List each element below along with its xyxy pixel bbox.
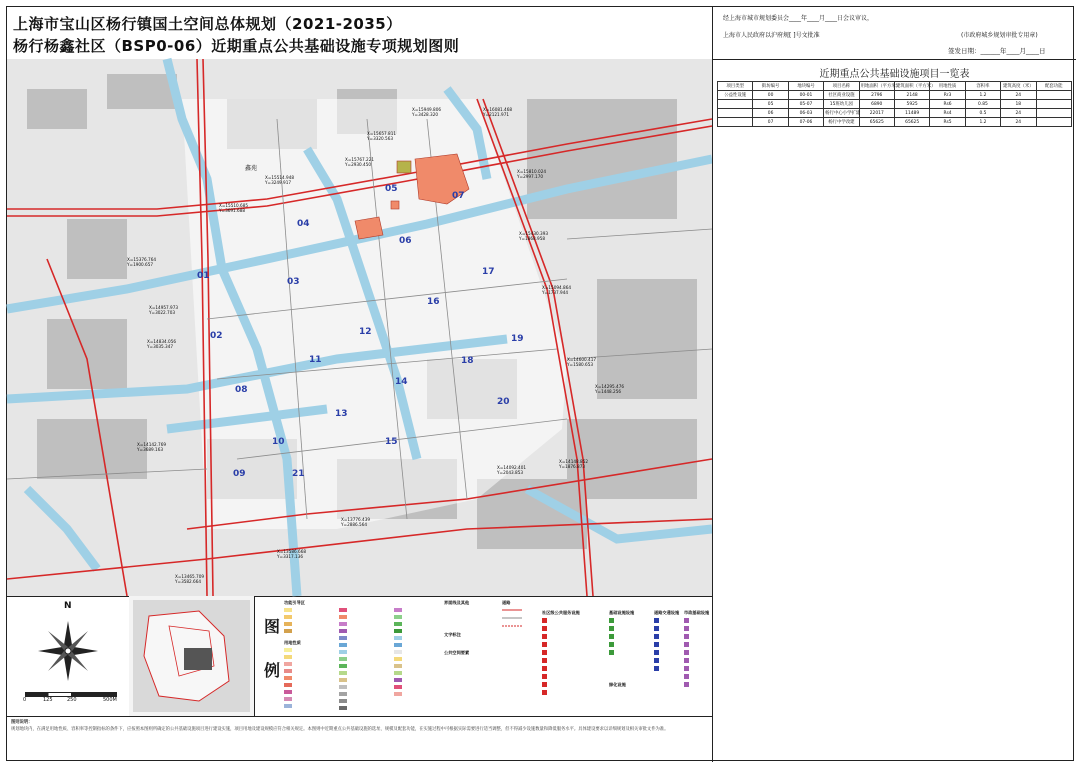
facility-icon-grid	[542, 618, 689, 695]
table-header: 建筑面积（平方米）	[894, 82, 929, 91]
table-cell: 18	[1001, 100, 1036, 109]
table-cell: 15班幼儿园	[824, 100, 859, 109]
table-header: 容积率	[965, 82, 1000, 91]
table-cell: 24	[1001, 109, 1036, 118]
notes-text: 规划地块内，在满足用地性质、容积率等控制指标的条件下，应按照本图则所确定的公共基础设施项目进行建设实施，项目用地及建设规模应符合相关规定。本图则中近期重点公共基础设施的选址、规模及配套功能，在实施过程中可根据实际需要进行适当调整，但不得减少设施数量和降低服务水平。具体建设要求以详细规划及相关审批文件为准。	[11, 727, 669, 732]
table-header: 项目类型	[718, 82, 753, 91]
block-number: 06	[399, 236, 412, 246]
table-cell: 05-07	[788, 100, 823, 109]
table-cell: 06-03	[788, 109, 823, 118]
table-row	[718, 109, 1072, 118]
location-inset-map	[129, 596, 255, 716]
coord-label: X=15510.685 Y=3691.688	[219, 203, 249, 213]
legend-group-title: 基础设施设施	[609, 610, 635, 615]
coord-label: X=13586.668 Y=3317.136	[277, 549, 307, 559]
block-number: 19	[511, 334, 524, 344]
table-header: 配套功能	[1036, 82, 1071, 91]
block-number: 13	[335, 409, 348, 419]
block-number: 15	[385, 437, 398, 447]
table-header-row	[718, 82, 1072, 91]
plan-notes	[7, 716, 712, 763]
table-cell: 公益性设施	[718, 91, 753, 100]
legend-group-title: 绿化设施	[609, 682, 626, 687]
legend-title-char: 例	[264, 661, 281, 680]
table-cell: Rr3	[930, 91, 965, 100]
sign-date: 签发日期：______年____月____日	[948, 47, 1046, 55]
landuse-swatches-col3	[394, 608, 402, 696]
coord-label: X=15430.393 Y=1868.958	[519, 231, 549, 241]
table-cell: 22017	[859, 109, 894, 118]
coord-label: X=14092.401 Y=2043.853	[497, 465, 527, 475]
approval-seal: (市政府城乡规划审批专用章)	[961, 32, 1038, 39]
table-cell: 杨行中学改建	[824, 118, 859, 127]
approval-block	[712, 7, 1076, 60]
legend-group-title: 市政基础设施	[684, 610, 710, 615]
legend-group-title: 公共空间要素	[444, 650, 470, 655]
north-label: N	[64, 601, 72, 611]
table-cell: 6890	[859, 100, 894, 109]
block-number: 09	[233, 469, 246, 479]
table-cell: 65625	[859, 118, 894, 127]
table-cell: 00-01	[788, 91, 823, 100]
table-cell: 1.2	[965, 91, 1000, 100]
block-number: 02	[210, 331, 223, 341]
bottom-panel	[7, 596, 712, 762]
table-header: 用地性质	[930, 82, 965, 91]
table-title: 近期重点公共基础设施项目一览表	[819, 69, 970, 80]
approval-line-1: 经上海市城市规划委员会____年____月____日会议审议，	[723, 15, 874, 22]
table-cell: 杨行中心小学扩建	[824, 109, 859, 118]
table-cell: 07-06	[788, 118, 823, 127]
coord-label: X=14600.417 Y=1580.653	[567, 357, 597, 367]
inset-map-svg	[129, 596, 254, 716]
table-header: 项目名称	[824, 82, 859, 91]
table-cell: Rs5	[930, 118, 965, 127]
coord-label: X=15949.806 Y=3428.320	[412, 107, 442, 117]
planning-sheet	[6, 6, 1074, 761]
table-cell	[1036, 91, 1071, 100]
legend-group-title: 功能引导区	[284, 600, 305, 605]
legend-group-title: 文字标注	[444, 632, 461, 637]
title-line-1: 上海市宝山区杨行镇国土空间总体规划（2021-2035）	[13, 15, 402, 33]
table-cell: 11489	[894, 109, 929, 118]
table-row	[718, 118, 1072, 127]
project-table-panel	[712, 59, 1076, 762]
table-cell: Rs4	[930, 109, 965, 118]
scale-tick: 500M	[103, 697, 117, 703]
block-number: 01	[197, 271, 210, 281]
block-number: 18	[461, 356, 474, 366]
legend-group-title: 用地性质	[284, 640, 301, 645]
scale-tick: 125	[43, 697, 53, 703]
north-arrow-icon	[7, 606, 129, 706]
coord-label: X=16081.468 Y=2121.971	[483, 107, 513, 117]
table-cell: 00	[753, 91, 788, 100]
table-cell	[718, 100, 753, 109]
table-cell	[718, 118, 753, 127]
table-cell: 2796	[859, 91, 894, 100]
compass-panel	[7, 596, 130, 716]
block-number: 08	[235, 385, 248, 395]
coord-label: X=14148.852 Y=1876.873	[559, 459, 589, 469]
block-number: 16	[427, 297, 440, 307]
block-number: 21	[292, 469, 305, 479]
block-number: 17	[482, 267, 495, 277]
table-cell: 07	[753, 118, 788, 127]
plan-map[interactable]	[7, 59, 712, 597]
coord-label: X=13776.439 Y=2886.564	[341, 517, 371, 527]
table-header: 街坊编号	[753, 82, 788, 91]
block-number: 20	[497, 397, 510, 407]
legend-group-title: 道路	[502, 600, 511, 605]
table-cell: 1.2	[965, 118, 1000, 127]
legend-group-title: 道路交通设施	[654, 610, 680, 615]
table-header: 建筑高度（米）	[1001, 82, 1036, 91]
landuse-swatches-col2	[339, 608, 347, 710]
legend-group-title: 社区级公共服务设施	[542, 610, 580, 615]
table-cell	[1036, 109, 1071, 118]
legend-title-char: 图	[264, 617, 281, 636]
coord-label: X=14834.056 Y=3035.347	[147, 339, 177, 349]
legend-group-title: 界面线及其他	[444, 600, 470, 605]
landuse-swatches-col1	[284, 608, 292, 708]
scale-tick: 0	[23, 697, 27, 703]
table-cell	[1036, 100, 1071, 109]
coord-label: X=15767.221 Y=2930.450	[345, 157, 375, 167]
table-cell: 24	[1001, 91, 1036, 100]
coord-label: X=14142.769 Y=3689.163	[137, 442, 167, 452]
legend-swatches	[254, 596, 712, 716]
table-row	[718, 100, 1072, 109]
title-block	[7, 7, 712, 60]
coord-label: X=15657.811 Y=3320.563	[367, 131, 397, 141]
table-cell: 24	[1001, 118, 1036, 127]
approval-line-2: 上海市人民政府以沪府规[ ]号文批准	[723, 32, 820, 39]
table-cell: Rs6	[930, 100, 965, 109]
block-number: 05	[385, 184, 398, 194]
block-number: 12	[359, 327, 372, 337]
coord-label: X=14957.973 Y=3022.703	[149, 305, 179, 315]
block-number: 03	[287, 277, 300, 287]
title-line-2: 杨行杨鑫社区（BSP0-06）近期重点公共基础设施专项规划图则	[13, 37, 460, 55]
road-legend-lines	[502, 610, 522, 626]
table-cell: 社区商业设施	[824, 91, 859, 100]
table-cell: 06	[753, 109, 788, 118]
block-number: 07	[452, 191, 465, 201]
table-cell: 65625	[894, 118, 929, 127]
place-label: 鑫苑	[245, 165, 258, 172]
coord-label: X=15094.864 Y=1737.944	[542, 285, 572, 295]
coord-label: X=15514.948 Y=3249.917	[265, 175, 295, 185]
coord-label: X=15810.024 Y=2997.170	[517, 169, 547, 179]
table-cell	[718, 109, 753, 118]
table-cell: 2148	[894, 91, 929, 100]
block-number: 10	[272, 437, 285, 447]
table-header: 用地面积（平方米）	[859, 82, 894, 91]
table-cell: 0.85	[965, 100, 1000, 109]
coord-label: X=13465.709 Y=3582.664	[175, 574, 205, 584]
notes-label: 图则说明：	[11, 720, 33, 725]
table-cell: 5925	[894, 100, 929, 109]
block-number: 14	[395, 377, 408, 387]
coord-label: X=15376.764 Y=1900.657	[127, 257, 157, 267]
block-number: 04	[297, 219, 310, 229]
block-number: 11	[309, 355, 322, 365]
table-row	[718, 91, 1072, 100]
table-header: 地块编号	[788, 82, 823, 91]
scale-tick: 250	[67, 697, 77, 703]
table-cell	[1036, 118, 1071, 127]
legend-panel	[254, 596, 712, 716]
table-cell: 0.5	[965, 109, 1000, 118]
table-cell: 05	[753, 100, 788, 109]
coord-label: X=14295.476 Y=1448.256	[595, 384, 625, 394]
project-table	[717, 81, 1072, 127]
